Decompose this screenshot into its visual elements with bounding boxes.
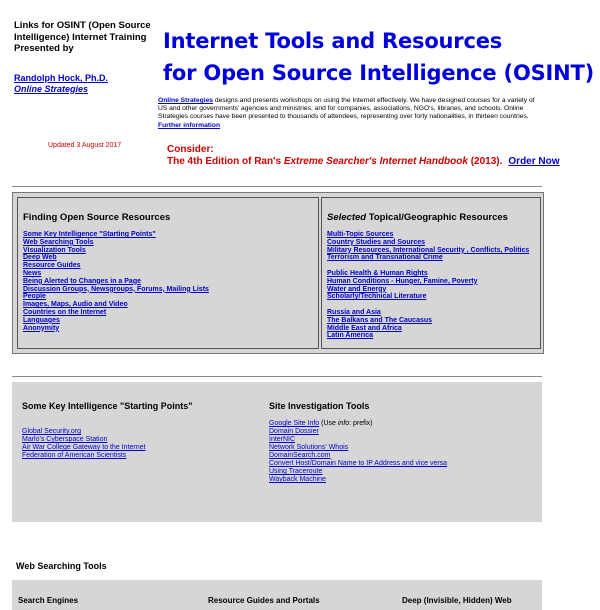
site-tools-heading: Site Investigation Tools <box>269 401 370 411</box>
topical-link[interactable]: Latin America <box>327 332 374 340</box>
site-tool-link[interactable]: Domain Dossier <box>269 428 319 435</box>
topical-heading-rest: Topical/Geographic Resources <box>366 212 508 223</box>
site-info-note-em: info <box>337 420 350 427</box>
topical-resources-panel <box>321 197 541 349</box>
divider <box>12 376 542 377</box>
finding-link[interactable]: Images, Maps, Audio and Video <box>23 301 128 309</box>
google-site-info-link[interactable]: Google Site Info <box>269 420 320 427</box>
finding-link[interactable]: People <box>23 293 46 301</box>
site-info-note: (Use <box>319 420 338 427</box>
topical-link[interactable]: Water and Energy <box>327 285 387 293</box>
divider <box>12 186 542 187</box>
search-engines-heading: Search Engines <box>18 596 79 605</box>
updated-date: Updated 3 August 2017 <box>48 142 122 149</box>
finding-link[interactable]: Visualization Tools <box>23 246 86 254</box>
consider-suffix: (2013). <box>467 156 503 167</box>
author-block <box>14 73 108 94</box>
web-searching-heading: Web Searching Tools <box>16 561 107 571</box>
author-name-link[interactable]: Randolph Hock, Ph.D. <box>14 73 109 83</box>
page-title-line2: for Open Source Intelligence (OSINT) <box>163 61 595 85</box>
finding-link[interactable]: Deep Web <box>23 254 57 262</box>
intro-paragraph <box>158 97 538 130</box>
page-title <box>163 25 594 89</box>
finding-link[interactable]: Resource Guides <box>23 262 81 270</box>
finding-link[interactable]: Some Key Intelligence "Starting Points" <box>23 231 156 238</box>
finding-links <box>23 231 209 332</box>
topical-link[interactable]: Country Studies and Sources <box>327 238 426 246</box>
topical-link[interactable]: Russia and Asia <box>327 308 381 316</box>
starting-points-section <box>12 382 542 522</box>
online-strategies-link[interactable]: Online Strategies <box>158 97 214 104</box>
resource-guides-heading: Resource Guides and Portals <box>208 596 320 605</box>
order-now-link[interactable]: Order Now <box>508 156 560 167</box>
page-title-line1: Internet Tools and Resources <box>163 29 503 53</box>
consider-label: Consider: <box>167 144 214 155</box>
site-tools-links <box>269 420 447 484</box>
finding-heading: Finding Open Source Resources <box>23 212 171 223</box>
author-org-link[interactable]: Online Strategies <box>14 83 89 94</box>
topical-link[interactable]: Terrorism and Transnational Crime <box>327 254 443 262</box>
topical-link[interactable]: Multi-Topic Sources <box>327 231 394 238</box>
finding-link[interactable]: Web Searching Tools <box>23 238 94 246</box>
book-title: Extreme Searcher's Internet Handbook <box>283 156 468 167</box>
consider-block <box>167 144 560 168</box>
resources-table <box>12 192 544 354</box>
starting-points-links <box>22 428 145 460</box>
intro-text: designs and presents workshops on using the Internet effectively. We have designed courses for a variety of US and other governments' agencies and ministries, and for companies, associations, NGO's, libraries, and schools. Online Strategies courses have been presented to thousands of attendees, representing over forty nationalities, in thirteen countries. <box>158 97 535 121</box>
site-info-note-end: : prefix) <box>349 420 373 427</box>
site-tool-link[interactable]: DomainSearch.com <box>269 452 331 459</box>
site-tool-link[interactable]: Wayback Machine <box>269 476 326 483</box>
starting-point-link[interactable]: Marlo's Cyberspace Station <box>22 436 108 443</box>
deep-web-heading: Deep (Invisible, Hidden) Web <box>402 596 512 605</box>
topical-link[interactable]: Human Conditions - Hunger, Famine, Poverty <box>327 277 478 285</box>
starting-point-link[interactable]: Air War College Gateway to the Internet <box>22 444 146 451</box>
finding-link[interactable]: News <box>23 269 42 277</box>
starting-points-heading: Some Key Intelligence "Starting Points" <box>22 401 193 411</box>
finding-link[interactable]: Being Alerted to Changes in a Page <box>23 277 141 285</box>
starting-point-link[interactable]: Global Security.org <box>22 428 82 435</box>
topical-link[interactable]: Middle East and Africa <box>327 324 402 332</box>
topical-links <box>327 231 529 340</box>
site-tool-link[interactable]: Convert Host/Domain Name to IP Address and vice versa <box>269 460 448 467</box>
finding-resources-panel <box>17 197 319 349</box>
starting-point-link[interactable]: Federation of American Scientists <box>22 452 127 459</box>
web-searching-section <box>12 580 542 610</box>
topical-link[interactable]: Public Health & Human Rights <box>327 269 428 277</box>
topical-link[interactable]: The Balkans and The Caucasus <box>327 316 433 324</box>
further-information-link[interactable]: Further information <box>158 121 221 129</box>
finding-link[interactable]: Discussion Groups, Newsgroups, Forums, Mailing Lists <box>23 285 209 293</box>
topical-heading-em: Selected <box>327 212 367 223</box>
training-header: Links for OSINT (Open Source Intelligence) Internet Training Presented by <box>14 20 151 54</box>
finding-link[interactable]: Countries on the Internet <box>23 308 107 316</box>
finding-link[interactable]: Languages <box>23 316 60 324</box>
consider-prefix: The 4th Edition of Ran's <box>167 156 284 167</box>
topical-heading <box>327 212 508 223</box>
topical-link[interactable]: Scholarly/Technical Literature <box>327 293 427 301</box>
site-tool-link[interactable]: Network Solutions' Whois <box>269 444 349 451</box>
site-tool-link[interactable]: InterNIC <box>269 436 296 443</box>
topical-link[interactable]: Military Resources, International Security , Conflicts, Politics <box>327 246 530 254</box>
site-tool-link[interactable]: Using Traceroute <box>269 468 323 475</box>
finding-link[interactable]: Anonymity <box>23 324 60 332</box>
